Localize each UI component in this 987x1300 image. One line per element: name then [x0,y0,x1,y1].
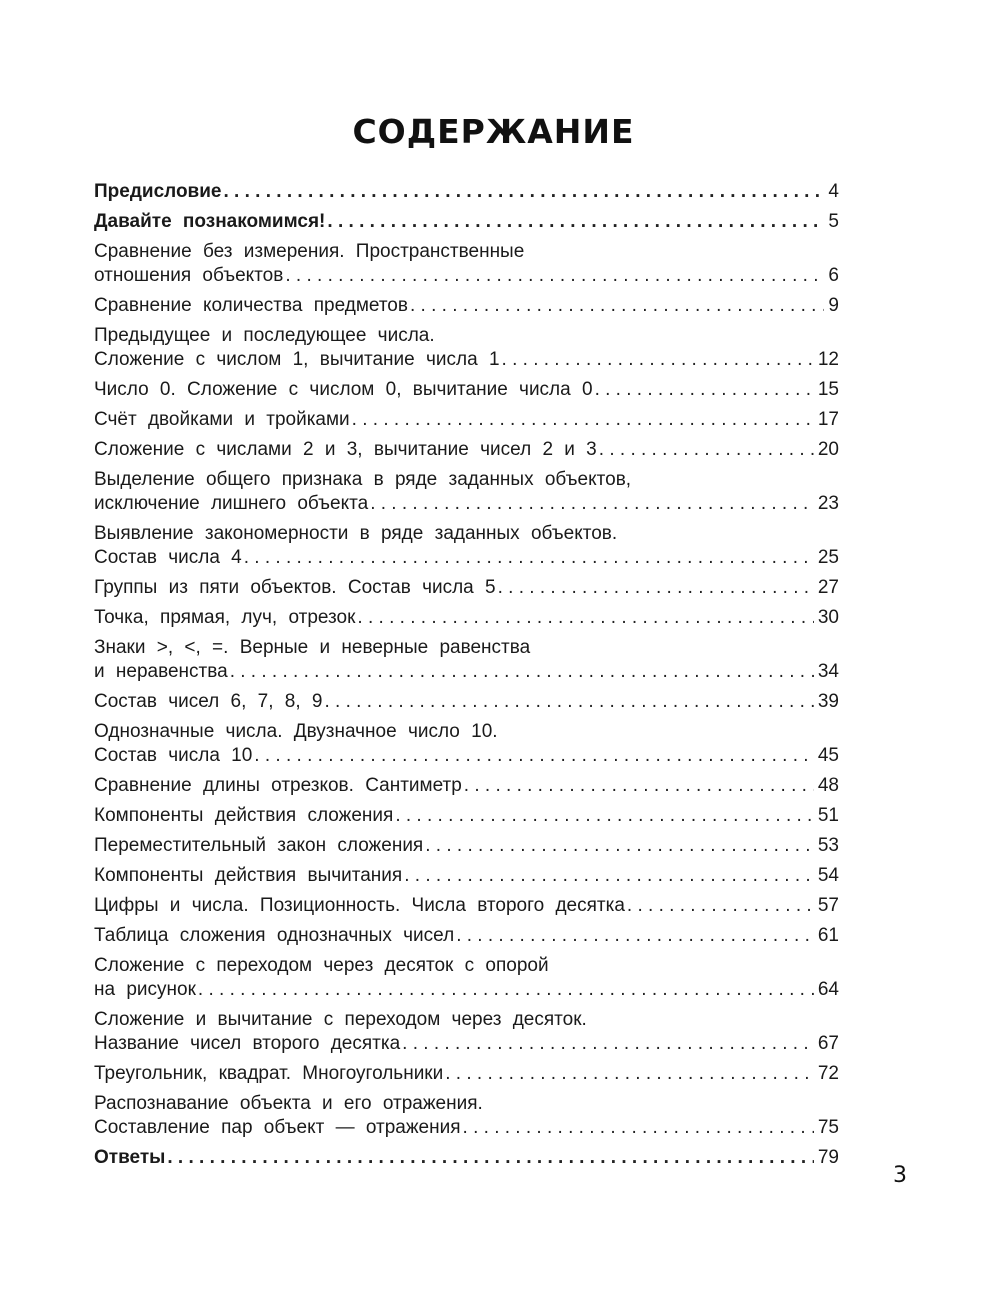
toc-entry-row [94,834,839,858]
toc-entry [94,1146,839,1170]
toc-entry-title: Сложение с числами 2 и 3, вычитание чисел 2 и 3 [94,439,597,460]
toc-entry-page: 54 [817,865,839,886]
toc-entry-row [94,924,839,948]
toc-entry [94,834,839,858]
toc-entry-title: Состав чисел 6, 7, 8, 9 [94,691,323,712]
toc-entry-title: Точка, прямая, луч, отрезок [94,607,356,628]
toc-entry [94,408,839,432]
toc-entry-page: 72 [817,1063,839,1084]
toc-entry [94,954,839,1002]
toc-entry [94,1092,839,1140]
toc-entry [94,468,839,516]
toc-entry-page: 17 [817,409,839,430]
page-number: 3 [893,1163,907,1188]
toc-entry [94,1062,839,1086]
dot-leader [285,264,824,288]
toc-entry-title: Компоненты действия сложения [94,805,394,826]
dot-leader [498,576,814,600]
dot-leader [352,408,814,432]
toc-entry-page: 64 [817,979,839,1000]
toc-entry-title: Счёт двойками и тройками [94,409,350,430]
toc-entry-row [94,864,839,888]
toc-entry [94,210,839,234]
toc-entry-row [94,1116,839,1140]
toc-entry-page: 6 [828,265,839,286]
toc-entry-page: 51 [817,805,839,826]
toc-entry-title: Ответы [94,1147,166,1168]
toc-entry [94,864,839,888]
toc-entry-page: 48 [817,775,839,796]
dot-leader [327,210,824,234]
toc-entry-title-line: Сложение с переходом через десяток с опорой [94,955,549,976]
toc-entry [94,924,839,948]
toc-entry [94,636,839,684]
toc-entry-title: Цифры и числа. Позиционность. Числа второго десятка [94,895,625,916]
toc-entry-row [94,804,839,828]
dot-leader [502,348,814,372]
toc-entry-title-line: Выявление закономерности в ряде заданных объектов. [94,523,618,544]
dot-leader [595,378,814,402]
toc-entry-page: 9 [828,295,839,316]
dot-leader [410,294,824,318]
toc-entry [94,1008,839,1056]
dot-leader [627,894,814,918]
toc-entry [94,324,839,372]
table-of-contents [94,180,839,1176]
toc-entry [94,240,839,288]
dot-leader [464,774,814,798]
toc-entry-title-line: Предыдущее и последующее числа. [94,325,435,346]
toc-entry-row [94,492,839,516]
dot-leader [224,180,825,204]
toc-entry-title: и неравенства [94,661,228,682]
dot-leader [198,978,814,1002]
toc-entry-title: исключение лишнего объекта [94,493,369,514]
dot-leader [167,1146,813,1170]
toc-entry-title: на рисунок [94,979,196,1000]
toc-entry [94,378,839,402]
toc-entry-page: 79 [817,1147,839,1168]
toc-entry-title: Предисловие [94,181,222,202]
toc-entry-row [94,978,839,1002]
toc-entry-title-line: Знаки >, <, =. Верные и неверные равенства [94,637,531,658]
toc-entry-row [94,378,839,402]
toc-entry-page: 53 [817,835,839,856]
toc-entry-row [94,210,839,234]
toc-entry-row [94,576,839,600]
toc-entry [94,894,839,918]
toc-entry-row [94,1032,839,1056]
toc-entry [94,180,839,204]
toc-entry-row [94,774,839,798]
toc-entry [94,720,839,768]
toc-entry-title: Состав числа 10 [94,745,253,766]
dot-leader [230,660,814,684]
toc-entry [94,294,839,318]
page-title: СОДЕРЖАНИЕ [352,112,635,151]
toc-entry [94,606,839,630]
dot-leader [254,744,814,768]
dot-leader [456,924,814,948]
dot-leader [357,606,813,630]
dot-leader [599,438,814,462]
toc-entry-row [94,438,839,462]
dot-leader [425,834,814,858]
toc-entry-title-line: Сравнение без измерения. Пространственные [94,241,525,262]
toc-entry-row [94,294,839,318]
toc-entry-row [94,1146,839,1170]
dot-leader [463,1116,814,1140]
toc-entry-title: Переместительный закон сложения [94,835,424,856]
toc-entry-title: Сравнение количества предметов [94,295,408,316]
dot-leader [324,690,813,714]
toc-entry-row [94,348,839,372]
toc-entry-page: 25 [817,547,839,568]
toc-entry-page: 27 [817,577,839,598]
toc-entry-title: Группы из пяти объектов. Состав числа 5 [94,577,496,598]
toc-entry [94,804,839,828]
toc-entry-page: 20 [817,439,839,460]
toc-entry-page: 67 [817,1033,839,1054]
toc-entry-page: 23 [817,493,839,514]
toc-entry [94,522,839,570]
toc-entry-title: отношения объектов [94,265,284,286]
toc-entry-title: Таблица сложения однозначных чисел [94,925,455,946]
toc-entry-title: Составление пар объект — отражения [94,1117,461,1138]
dot-leader [370,492,814,516]
toc-entry [94,690,839,714]
toc-entry-row [94,894,839,918]
dot-leader [395,804,814,828]
toc-entry-row [94,606,839,630]
toc-entry-page: 75 [817,1117,839,1138]
toc-entry-row [94,264,839,288]
toc-entry-row [94,180,839,204]
dot-leader [244,546,814,570]
toc-entry-row [94,744,839,768]
toc-entry-title: Сравнение длины отрезков. Сантиметр [94,775,462,796]
toc-entry [94,576,839,600]
toc-entry-row [94,660,839,684]
toc-entry [94,438,839,462]
toc-entry-row [94,1062,839,1086]
toc-entry-row [94,690,839,714]
toc-entry-page: 34 [817,661,839,682]
toc-entry [94,774,839,798]
toc-entry-page: 39 [817,691,839,712]
toc-entry-page: 12 [817,349,839,370]
toc-entry-row [94,546,839,570]
toc-entry-title: Компоненты действия вычитания [94,865,403,886]
toc-entry-title: Сложение с числом 1, вычитание числа 1 [94,349,500,370]
toc-entry-page: 4 [828,181,839,202]
toc-entry-title-line: Распознавание объекта и его отражения. [94,1093,483,1114]
toc-entry-page: 45 [817,745,839,766]
dot-leader [445,1062,814,1086]
toc-entry-title-line: Выделение общего признака в ряде заданных объектов, [94,469,632,490]
dot-leader [404,864,814,888]
toc-entry-title-line: Однозначные числа. Двузначное число 10. [94,721,498,742]
toc-entry-title: Состав числа 4 [94,547,242,568]
toc-entry-title: Название чисел второго десятка [94,1033,401,1054]
toc-entry-page: 57 [817,895,839,916]
toc-entry-title-line: Сложение и вычитание с переходом через десяток. [94,1009,587,1030]
toc-entry-page: 5 [828,211,839,232]
toc-entry-title: Число 0. Сложение с числом 0, вычитание числа 0 [94,379,593,400]
toc-entry-page: 61 [817,925,839,946]
toc-entry-page: 30 [817,607,839,628]
toc-entry-title: Давайте познакомимся! [94,211,326,232]
dot-leader [402,1032,814,1056]
toc-entry-title: Треугольник, квадрат. Многоугольники [94,1063,444,1084]
toc-entry-row [94,408,839,432]
toc-entry-page: 15 [817,379,839,400]
